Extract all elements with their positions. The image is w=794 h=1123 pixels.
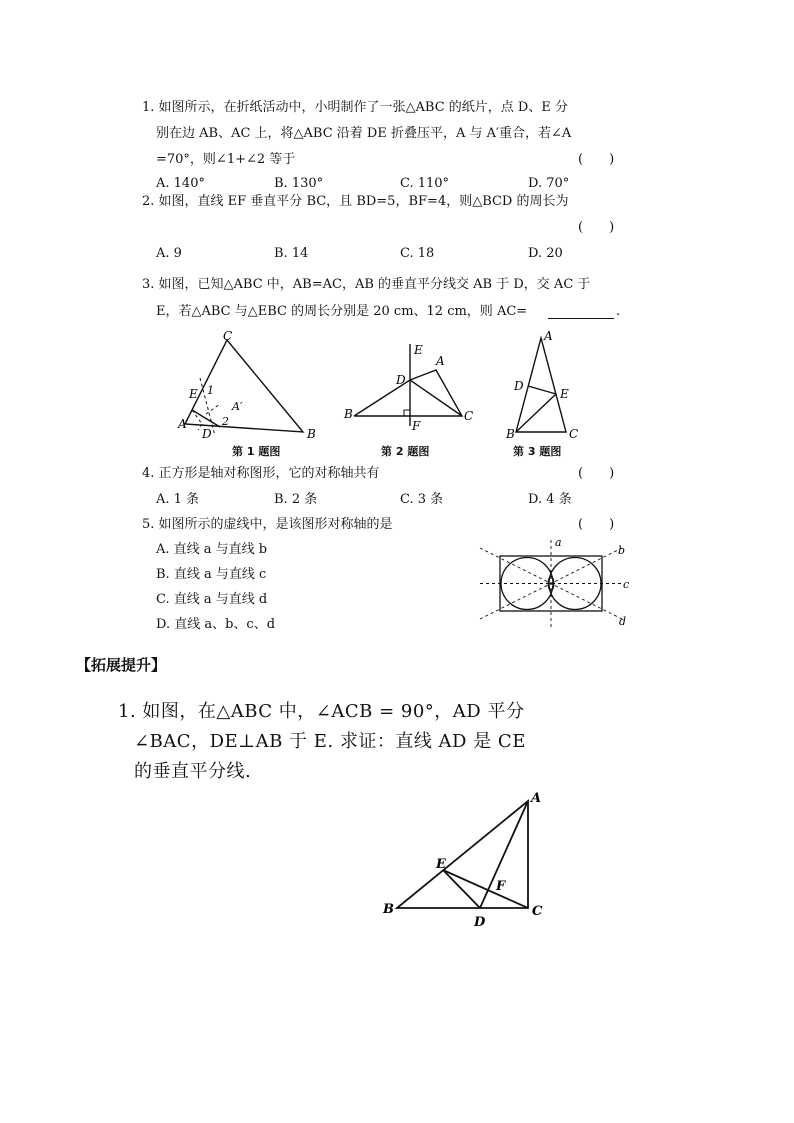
fig1-label-e: E — [189, 387, 198, 401]
fig3-caption: 第 3 题图 — [513, 445, 562, 458]
q3-line1: 3. 如图，已知△ABC 中，AB=AC，AB 的垂直平分线交 AB 于 D，交 AC 于 — [142, 277, 591, 292]
section-title: 【拓展提升】 — [76, 656, 167, 674]
q5-answer-paren: ( ) — [578, 517, 615, 532]
figure-ext1 — [380, 788, 550, 928]
q2-answer-paren: ( ) — [578, 220, 615, 235]
q4-line1: 4. 正方形是轴对称图形，它的对称轴共有 — [142, 466, 380, 481]
q1-option-d: D. 70° — [528, 176, 570, 191]
fig3-label-b: B — [506, 427, 515, 441]
q5-option-a: A. 直线 a 与直线 b — [156, 542, 268, 557]
fig1-label-aprime: A′ — [232, 400, 243, 413]
ext-label-e: E — [436, 857, 446, 872]
q4-option-b: B. 2 条 — [274, 492, 318, 507]
fig2-label-c: C — [464, 409, 474, 423]
q5-option-b: B. 直线 a 与直线 c — [156, 567, 267, 582]
ext1-line3: 的垂直平分线. — [134, 761, 252, 782]
q1-option-c: C. 110° — [400, 176, 450, 191]
q1-line3: =70°，则∠1+∠2 等于 — [156, 152, 296, 167]
ext1-line2: ∠BAC，DE⊥AB 于 E. 求证：直线 AD 是 CE — [134, 731, 526, 752]
fig1-label-c: C — [223, 329, 233, 343]
ext1-line1: 1. 如图，在△ABC 中，∠ACB = 90°，AD 平分 — [118, 701, 525, 722]
q2-option-b: B. 14 — [274, 246, 309, 261]
q3-answer-blank — [548, 304, 614, 319]
q3-line2-end: . — [616, 304, 621, 319]
fig3-label-a: A — [544, 329, 553, 343]
q5-line1: 5. 如图所示的虚线中，是该图形对称轴的是 — [142, 517, 393, 532]
q5-option-c: C. 直线 a 与直线 d — [156, 592, 268, 607]
fig1-label-a: A — [178, 417, 187, 431]
q2-line1: 2. 如图，直线 EF 垂直平分 BC，且 BD=5，BF=4，则△BCD 的周长为 — [142, 194, 569, 209]
q4-answer-paren: ( ) — [578, 466, 615, 481]
figure-2 — [340, 340, 480, 440]
fig1-label-1: 1 — [207, 384, 214, 397]
fig5-label-c: c — [623, 578, 630, 591]
q2-option-d: D. 20 — [528, 246, 563, 261]
figure-1 — [170, 328, 330, 446]
q1-answer-paren: ( ) — [578, 152, 615, 167]
ext-label-d: D — [474, 915, 486, 930]
fig5-label-d: d — [619, 615, 627, 628]
fig5-label-a: a — [555, 536, 562, 549]
fig1-label-d: D — [202, 427, 212, 441]
fig1-label-2: 2 — [222, 415, 229, 428]
ext-label-c: C — [532, 904, 543, 919]
figure-5 — [476, 536, 636, 636]
figure-3 — [500, 330, 590, 444]
fig2-label-f: F — [412, 419, 421, 433]
q1-option-b: B. 130° — [274, 176, 324, 191]
q2-option-c: C. 18 — [400, 246, 435, 261]
ext-label-f: F — [496, 879, 506, 894]
fig3-label-c: C — [569, 427, 579, 441]
q4-option-d: D. 4 条 — [528, 492, 572, 507]
q4-option-a: A. 1 条 — [156, 492, 200, 507]
ext-label-a: A — [531, 791, 542, 806]
fig2-label-e: E — [414, 343, 423, 357]
fig2-label-a: A — [436, 354, 445, 368]
q3-line2: E，若△ABC 与△EBC 的周长分别是 20 cm、12 cm，则 AC= — [156, 304, 528, 319]
fig3-label-d: D — [514, 379, 524, 393]
q1-line2: 别在边 AB、AC 上，将△ABC 沿着 DE 折叠压平，A 与 A′重合，若∠A — [156, 126, 572, 141]
q1-option-a: A. 140° — [156, 176, 205, 191]
q2-option-a: A. 9 — [156, 246, 182, 261]
fig5-label-b: b — [618, 544, 626, 557]
ext-label-b: B — [383, 902, 394, 917]
q4-option-c: C. 3 条 — [400, 492, 444, 507]
q1-line1: 1. 如图所示，在折纸活动中，小明制作了一张△ABC 的纸片，点 D、E 分 — [142, 100, 568, 115]
fig3-label-e: E — [560, 387, 569, 401]
fig2-label-b: B — [344, 407, 353, 421]
fig1-label-b: B — [307, 427, 316, 441]
fig2-caption: 第 2 题图 — [381, 445, 430, 458]
fig1-caption: 第 1 题图 — [232, 445, 281, 458]
fig2-label-d: D — [396, 373, 406, 387]
q5-option-d: D. 直线 a、b、c、d — [156, 617, 276, 632]
